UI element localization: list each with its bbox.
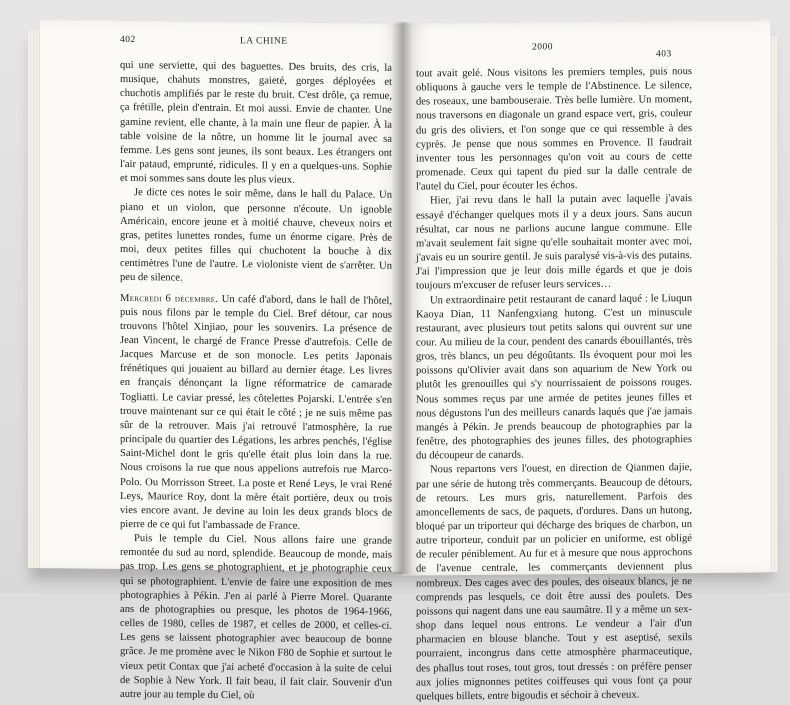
paragraph: Je dicte ces notes le soir même, dans le hall du Palace. Un piano et un violon, que personne n'écoute. Un ignoble Américain, encore jeune et à moitié chauve, cheveux noirs et gras, petites lunettes rondes, fume un énorme cigare. Près de moi, deux petites filles qui chuchotent la bouche à dix centimètres l'une de l'autre. Le violoniste vient de s'arrêter. Un peu de silence. (120, 187, 392, 284)
right-running-head: 2000 (532, 42, 553, 53)
right-page (402, 20, 770, 703)
left-page-number: 402 (120, 34, 136, 46)
paragraph: Un extraordinaire petit restaurant de canard laqué : le Liuqun Kaoya Dian, 11 Nanfengxiang hutong. C'est un minuscule restaurant, avec plusieurs tout petits salons qui ouvrent sur une cour. Au milieu de la cour, pendent des canards ébouillantés, très gros, très blancs, un peu dégoûtants. Ils évoquent pour moi les poissons qu'Olivier avait dans son aquarium de New York ou plutôt les grenouilles qui s'y nourrissaient de poissons rouges. Nous sommes reçus par une armée de petites jeunes filles et nous dégustons l'un des meilleurs canards laqués que j'ae jamais mangés à Pékin. Je prends beaucoup de photographies par la fenêtre, des photographies des jeunes filles, des photographies du découpeur de canards. (416, 292, 692, 462)
paragraph: Puis le temple du Ciel. Nous allons faire une grande remontée du sud au nord, splendide. Beaucoup de monde, mais pas trop. Les gens se photographient, et je photographie ceux qui se photographient. L'envie de faire une exposition de mes photographies à Pékin. J'en ai parlé à Pierre Morel. Quarante ans de photographies ou presque, les photos de 1964-1966, celles de 1980, celles de 1987, et celles de 2000, et celles-ci. Les gens se laissent photographier avec beaucoup de bonne grâce. Je me promène avec le Nikon F80 de Sophie et surtout le vieux petit Contax que j'ai acheté d'occasion à la suite de celui de Sophie à New York. Il fait beau, il fait clair. Souvenir d'un autre jour au temple du Ciel, où (120, 533, 392, 702)
paragraph: qui une serviette, qui des baguettes. Des bruits, des cris, la musique, chahuts monstres, gaieté, gorges déployées et chuchotis amplifiés par le reste du bruit. C'est drôle, ça remue, ça frétille, plein d'entrain. Et moi aussi. Envie de chanter. Une gamine revient, elle chante, à la main une fleur de papier. À la table voisine de la nôtre, un homme lit le journal avec sa femme. Les gens sont jeunes, ils sont beaux. Les étrangers ont l'air pataud, emprunté, ridicules. Il y en a quelques-uns. Sophie et moi sommes sans doute les plus vieux. (120, 59, 392, 187)
left-running-head: LA CHINE (240, 36, 288, 47)
diary-entry-paragraph (120, 291, 392, 535)
date-heading: Mercredi 6 décembre. (120, 292, 219, 305)
paragraph: Nous repartons vers l'ouest, en direction de Qianmen dajie, par une série de hutong très commerçants. Beaucoup de détours, de retours. Les murs gris, naturellement. Parfois des amoncellements de sacs, de paquets, d'ordures. Dans un hutong, bloqué par un triporteur qui décharge des briques de charbon, un autre triporteur, conduit par un policier en uniforme, est obligé de reculer péniblement. Au fur et à mesure que nous approchons de l'avenue centrale, les commerçants deviennent plus nombreux. Des cages avec des poules, des oiseaux blancs, je ne comprends pas lesquels, ce doit être aussi des poulets. Des poissons qui nagent dans une eau saumâtre. Il y a même un sex-shop dans lequel nous entrons. Le vendeur a l'air d'un pharmacien en blouse blanche. Tout y est aseptisé, sexils pourraient, incongrus dans cette atmosphère pharmaceutique, des phallus tout roses, tout gros, tout dressés : on préfère penser aux jolies mignonnes petites coiffeuses qui vous font ça pour quelques billets, entre bigoudis et séchoir à cheveux. (416, 462, 692, 703)
left-page-text (120, 59, 392, 705)
right-page-number: 403 (656, 49, 672, 60)
right-page-text (416, 65, 692, 704)
paragraph-body: Un café d'abord, dans le hall de l'hôtel, puis nous filons par le temple du Ciel. Bref détour, car nous trouvons l'hôtel Xinjiao, pour les souvenirs. La présence de Jean Vincent, le chargé de France Presse d'autrefois. Celle de Jacques Marcuse et de son monocle. Les petits Japonais frénétiques qui jouaient au billard au dernier étage. Les livres en français dénonçant la ligne réformatrice de camarade Togliatti. Le caviar pressé, les côtelettes Pojarski. L'entrée s'en trouve maintenant sur ce qui était le côté ; je ne suis même pas sûr de la retrouver. Mais j'ai retrouvé l'atmosphère, la rue principale du quartier des Légations, les arbres penchés, l'église Saint-Michel dont le gris qu'elle était plus loin dans la rue. Nous croisons la rue que nous appelions autrefois rue Marco-Polo. Ou Morrisson Street. La poste et René Leys, le vrai René Leys, Maurice Roy, dont la mère était portière, deux ou trois vies encore avant. Je devine au loin les deux grands blocs de pierre de ce qui fut l'ambassade de France. (120, 293, 392, 532)
left-page (40, 20, 402, 702)
paragraph: Hier, j'ai revu dans le hall la putain avec laquelle j'avais essayé d'échanger quelques mots il y a deux jours. Sans aucun résultat, car nous ne parlions aucune langue commune. Elle m'avait seulement fait signe qu'elle souhaitait monter avec moi, j'avais eu un sourire gentil. Je suis paralysé vis-à-vis des putains. J'ai l'impression que je leur dois mille égards et que je dois toujours m'excuser de refuser leurs services… (416, 193, 692, 292)
paragraph: tout avait gelé. Nous visitons les premiers temples, puis nous obliquons à gauche vers le temple de l'Abstinence. Le silence, des roseaux, une bambouseraie. Très belle lumière. Un moment, nous traversons en diagonale un grand espace vert, gris, couleur du gris des oliviers, et l'on songe que ce qui ressemble à des cyprès. Je pense que nous sommes en Provence. Il faudrait inventer tous les personnages qu'on voit au cours de cette promenade. Ceux qui tapent du pied sur la dalle centrale de l'autel du Ciel, pour écouter les échos. (416, 66, 692, 193)
